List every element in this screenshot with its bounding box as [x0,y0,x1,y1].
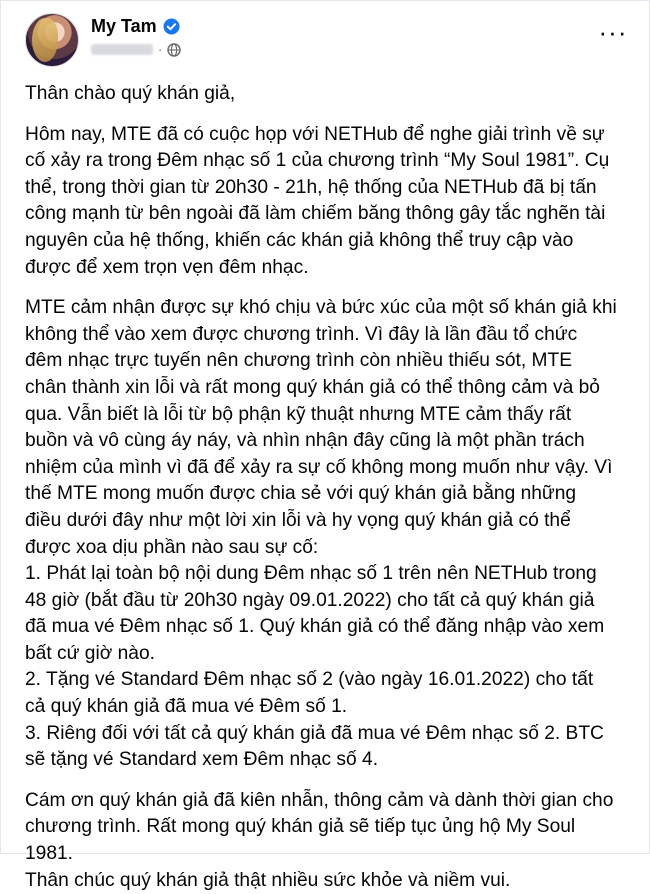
post-meta [91,42,181,57]
globe-icon[interactable] [167,43,181,57]
closing-paragraph: Cám ơn quý khán giả đã kiên nhẫn, thông cảm và dành thời gian cho chương trình. Rất mong quý khán giả sẽ tiếp tục ủng hộ My Soul 1981. Thân chúc quý khán giả thật nhiều sức khỏe và niềm vui. [25,789,614,891]
more-options-button[interactable] [595,17,631,49]
greeting-paragraph: Thân chào quý khán giả, [25,83,236,104]
post-text [25,81,629,894]
apology-paragraph: MTE cảm nhận được sự khó chịu và bức xúc của một số khán giả khi không thể vào xem được chương trình. Vì đây là lần đầu tổ chức đêm nhạc trực tuyến nên chương trình còn nhiều thiếu sót, MTE chân thành xin lỗi và rất mong quý khán giả có thể thông cảm và bỏ qua. Vẫn biết là lỗi từ bộ phận kỹ thuật nhưng MTE cảm thấy rất buồn và vô cùng áy náy, và nhìn nhận đây cũng là một phần trách nhiệm của mình vì đã để xảy ra sự cố không mong muốn như vậy. Vì thế MTE mong muốn được chia sẻ với quý khán giả bằng những điều dưới đây như một lời xin lỗi và hy vọng quý khán giả có thể được xoa dịu phần nào sau sự cố: 1. Phát lại toàn bộ nội dung Đêm nhạc số 1 trên nên NETHub trong 48 giờ (bắt đầu từ 20h30 ngày 09.01.2022) cho tất cả quý khán giả đã mua vé Đêm nhạc số 1. Quý khán giả có thể đăng nhập vào xem bất cứ giờ nào. 2. Tặng vé Standard Đêm nhạc số 2 (vào ngày 16.01.2022) cho tất cả quý khán giả đã mua vé Đêm số 1. 3. Riêng đối với tất cả quý khán giả đã mua vé Đêm nhạc số 2. BTC sẽ tặng vé Standard xem Đêm nhạc số 4. [25,297,617,771]
meta-separator: · [158,42,163,57]
author-block [91,13,181,57]
author-row [91,16,181,37]
post-header [25,13,631,69]
author-avatar[interactable] [25,13,79,67]
verified-badge-icon [163,18,180,35]
author-name[interactable]: My Tam [91,16,157,36]
post-timestamp-blurred[interactable] [91,44,153,55]
incident-paragraph: Hôm nay, MTE đã có cuộc họp với NETHub để nghe giải trình về sự cố xảy ra trong Đêm nhạc số 1 của chương trình “My Soul 1981”. Cụ thể, trong thời gian từ 20h30 - 21h, hệ thống của NETHub đã bị tấn công mạnh từ bên ngoài đã làm chiếm băng thông gây tắc nghẽn tài nguyên của hệ thống, khiến các khán giả không thể truy cập vào được để xem trọn vẹn đêm nhạc. [25,123,610,278]
more-options-icon: ··· [598,17,628,47]
